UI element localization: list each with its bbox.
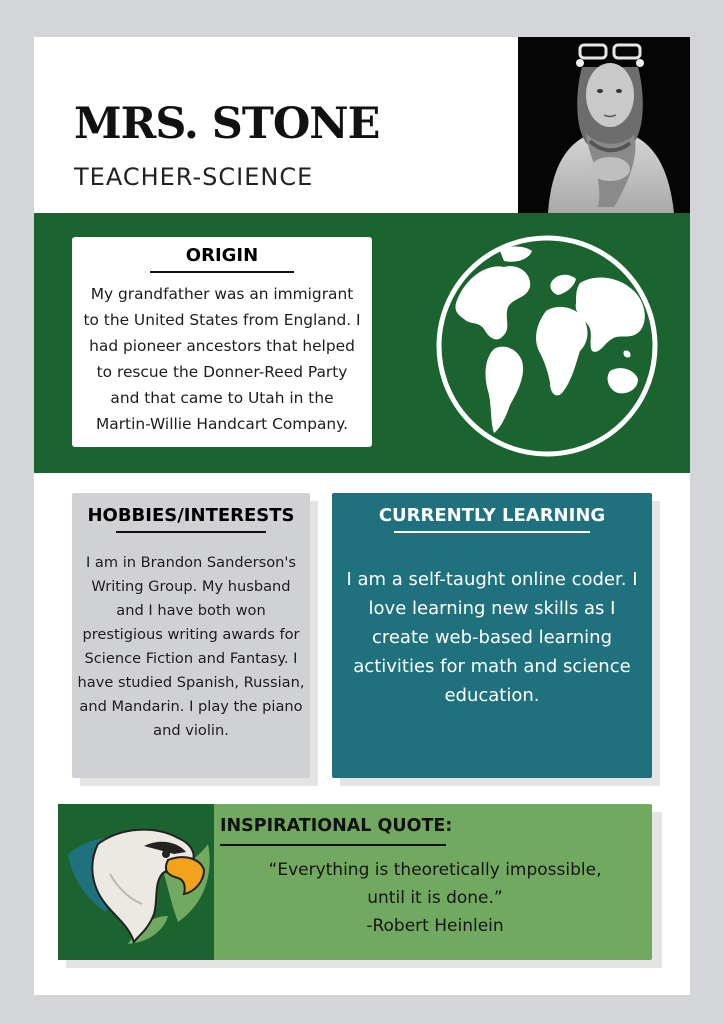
origin-band xyxy=(34,213,690,473)
quote-card xyxy=(58,804,652,960)
teacher-name: MRS. STONE xyxy=(74,99,380,149)
learning-card xyxy=(332,493,652,778)
learning-title: CURRENTLY LEARNING xyxy=(378,505,606,526)
globe-icon xyxy=(434,233,660,459)
hobbies-text: I am in Brandon Sanderson's Writing Group. My husband and I have both won prestigious writing awards for Science Fiction and Fantasy. I have studied Spanish, Russian, and Mandarin. I play the piano and violin. xyxy=(77,554,305,739)
eagle-icon xyxy=(58,804,214,960)
learning-title-underline xyxy=(394,531,590,533)
origin-card xyxy=(72,237,372,447)
learning-text: I am a self-taught online coder. I love learning new skills as I create web-based learning activities for math and science education. xyxy=(346,569,638,706)
teacher-role: TEACHER-SCIENCE xyxy=(74,163,314,191)
quote-text xyxy=(218,856,652,940)
quote-author: -Robert Heinlein xyxy=(366,916,504,936)
origin-title-underline xyxy=(150,271,294,273)
hobbies-title: HOBBIES/INTERESTS xyxy=(87,505,295,526)
profile-page xyxy=(34,37,690,995)
quote-title: INSPIRATIONAL QUOTE: xyxy=(220,816,453,836)
eagle-mascot xyxy=(58,804,214,960)
quote-title-underline xyxy=(220,844,446,846)
quote-line-1: “Everything is theoretically impossible, xyxy=(268,860,602,880)
teacher-photo xyxy=(518,37,690,213)
hobbies-title-underline xyxy=(116,531,266,533)
quote-line-2: until it is done.” xyxy=(367,888,503,908)
origin-text: My grandfather was an immigrant to the United States from England. I had pioneer ancestors that helped to rescue the Donner-Reed Party and that came to Utah in the Martin-Willie Handcart Company. xyxy=(83,285,361,433)
hobbies-card xyxy=(72,493,310,778)
origin-title: ORIGIN xyxy=(185,245,259,266)
